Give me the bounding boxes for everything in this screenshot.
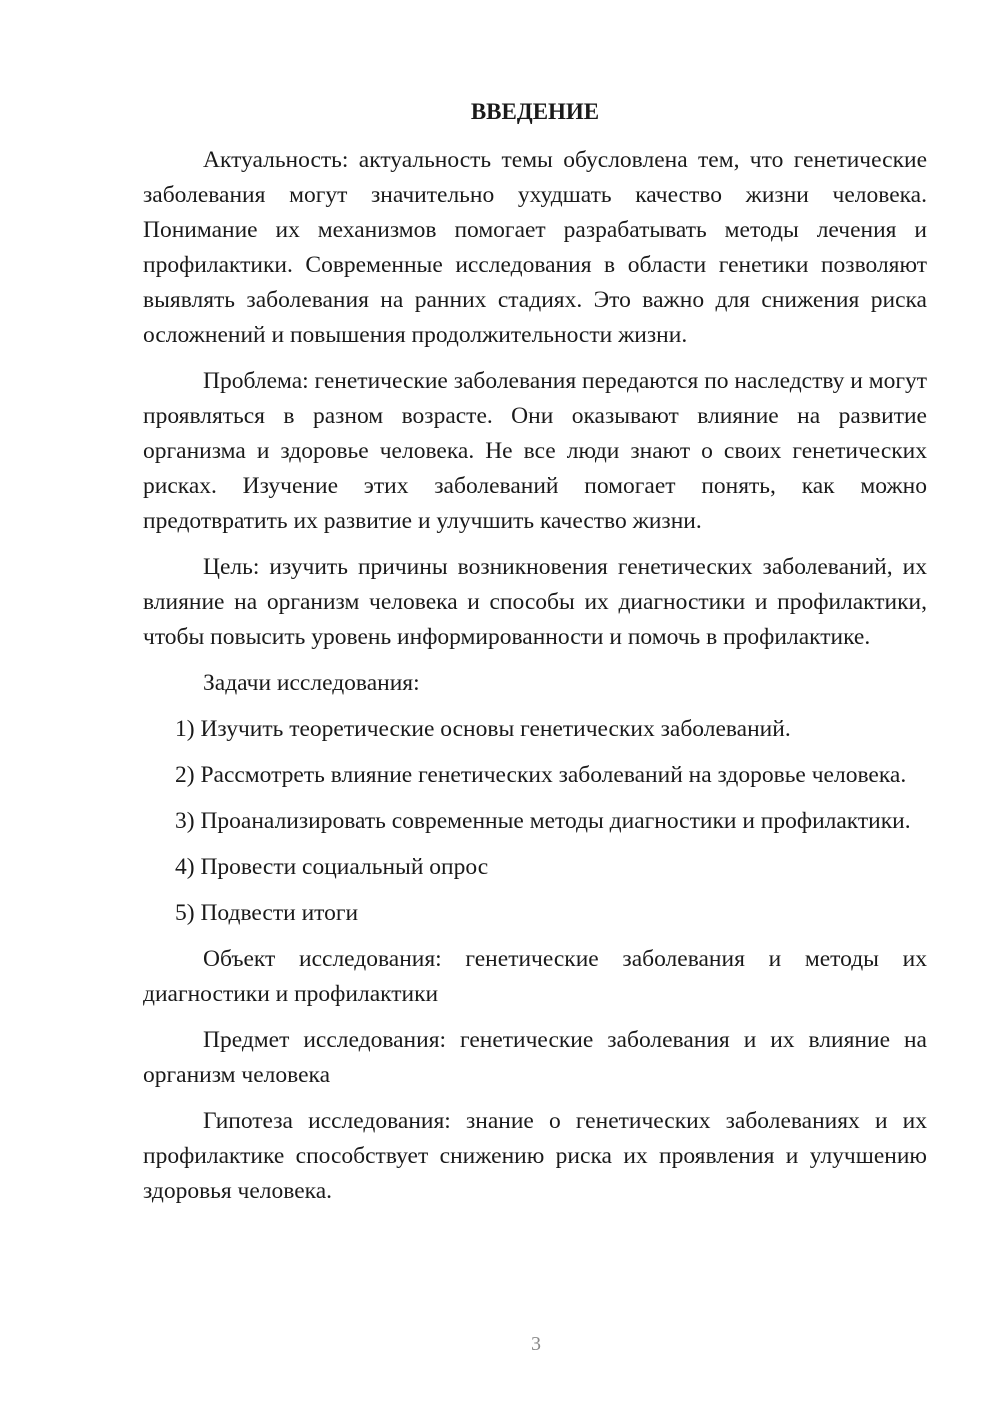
subject-paragraph: Предмет исследования: генетические заболевания и их влияние на организм человека bbox=[143, 1027, 927, 1088]
task-item: 5) Подвести итоги bbox=[175, 900, 359, 926]
document-body bbox=[143, 94, 927, 1209]
task-item: 1) Изучить теоретические основы генетических заболеваний. bbox=[175, 716, 791, 742]
tasks-heading: Задачи исследования: bbox=[203, 670, 420, 696]
problem-paragraph: Проблема: генетические заболевания передаются по наследству и могут проявляться в разном возрасте. Они оказывают влияние на развитие организма и здоровье человека. Не все люди знают о своих генетических рисках. Изучение этих заболеваний помогает понять, как можно предотвратить их развитие и улучшить качество жизни. bbox=[143, 368, 928, 534]
task-item: 2) Рассмотреть влияние генетических заболеваний на здоровье человека. bbox=[175, 762, 907, 788]
goal-paragraph: Цель: изучить причины возникновения генетических заболеваний, их влияние на организм человека и способы их диагностики и профилактики, чтобы повысить уровень информированности и помочь в профилактике. bbox=[143, 554, 927, 650]
section-title: ВВЕДЕНИЕ bbox=[470, 99, 600, 124]
page-number: 3 bbox=[531, 1333, 541, 1355]
hypothesis-paragraph: Гипотеза исследования: знание о генетических заболеваниях и их профилактике способствует снижению риска их проявления и улучшению здоровья человека. bbox=[143, 1108, 927, 1204]
relevance-paragraph: Актуальность: актуальность темы обусловлена тем, что генетические заболевания могут значительно ухудшать качество жизни человека. Понимание их механизмов помогает разрабатывать методы лечения и профилактики. Современные исследования в области генетики позволяют выявлять заболевания на ранних стадиях. Это важно для снижения риска осложнений и повышения продолжительности жизни. bbox=[143, 147, 927, 348]
task-item: 4) Провести социальный опрос bbox=[175, 854, 489, 880]
object-paragraph: Объект исследования: генетические заболевания и методы их диагностики и профилактики bbox=[143, 946, 927, 1007]
task-item: 3) Проанализировать современные методы диагностики и профилактики. bbox=[175, 808, 911, 834]
